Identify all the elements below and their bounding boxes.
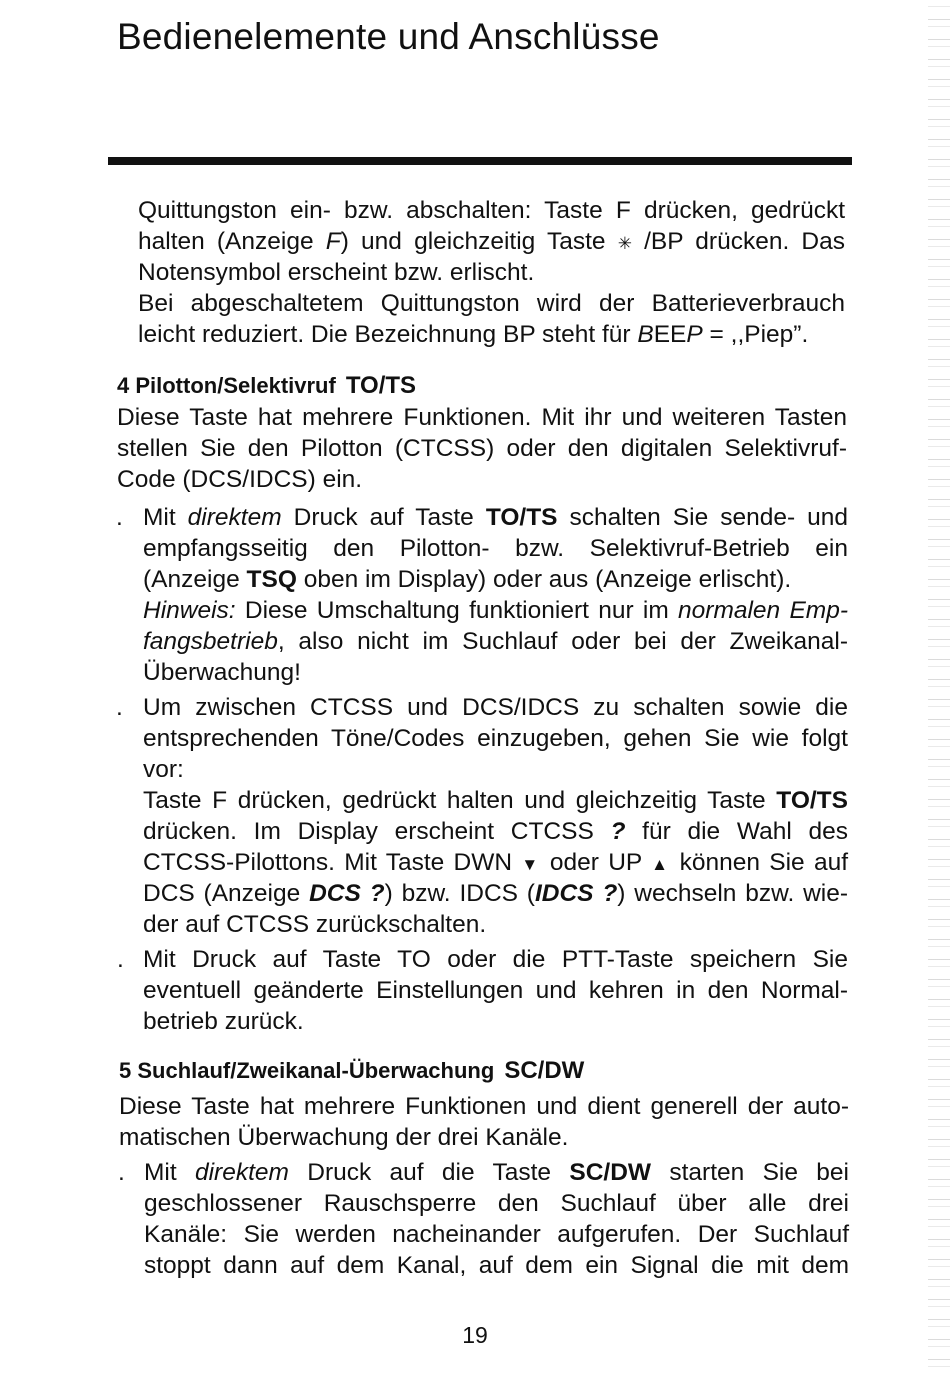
list-item-line: Um zwischen CTCSS und DCS/IDCS zu schalten sowie die bbox=[143, 694, 848, 721]
bullet-marker: . bbox=[116, 694, 123, 721]
page-number: 19 bbox=[462, 1322, 488, 1348]
scan-edge bbox=[928, 0, 950, 1376]
list-item-line: CTCSS-Pilottons. Mit Taste DWN ▼ oder UP ▲ können Sie auf bbox=[143, 849, 849, 876]
paragraph-line: Code (DCS/IDCS) ein. bbox=[117, 466, 363, 493]
bullet-marker: . bbox=[118, 1159, 125, 1186]
section-5-heading: 5 Suchlauf/Zweikanal-Überwachung SC/DW bbox=[119, 1057, 585, 1084]
list-item-line: geschlossener Rauschsperre den Suchlauf über alle drei bbox=[144, 1190, 849, 1217]
paragraph-line: Diese Taste hat mehrere Funktionen und dient generell der auto- bbox=[119, 1093, 849, 1120]
intro-line: halten (Anzeige F) und gleichzeitig Taste ✳ /BP drücken. Das bbox=[138, 228, 845, 255]
list-item-line: entsprechenden Töne/Codes einzugeben, gehen Sie wie folgt bbox=[143, 725, 848, 752]
up-arrow-icon: ▲ bbox=[651, 855, 671, 874]
bullet-marker: . bbox=[117, 946, 124, 973]
list-item-line: betrieb zurück. bbox=[143, 1008, 304, 1035]
list-item-line: Mit direktem Druck auf die Taste SC/DW starten Sie bei bbox=[144, 1159, 849, 1186]
list-item-line: Mit direktem Druck auf Taste TO/TS schalten Sie sende- und bbox=[143, 504, 848, 531]
list-item-line: stoppt dann auf dem Kanal, auf dem ein Signal die mit dem bbox=[144, 1252, 849, 1279]
list-item-line: Taste F drücken, gedrückt halten und gleichzeitig Taste TO/TS bbox=[143, 787, 848, 814]
section-5-key: SC/DW bbox=[504, 1057, 585, 1084]
section-4-key: TO/TS bbox=[345, 372, 417, 399]
list-item-line: (Anzeige TSQ oben im Display) oder aus (Anzeige erlischt). bbox=[143, 566, 792, 593]
bullet-marker: . bbox=[116, 504, 123, 531]
intro-line: Quittungston ein- bzw. abschalten: Taste F drücken, gedrückt bbox=[138, 197, 845, 224]
list-item-line: empfangsseitig den Pilotton- bzw. Selektivruf-Betrieb ein bbox=[143, 535, 848, 562]
section-4-heading: 4 Pilotton/Selektivruf TO/TS bbox=[117, 372, 417, 399]
list-item-line: der auf CTCSS zurückschalten. bbox=[143, 911, 487, 938]
paragraph-line: stellen Sie den Pilotton (CTCSS) oder den digitalen Selektivruf- bbox=[117, 435, 847, 462]
list-item-line: fangsbetrieb, also nicht im Suchlauf oder bei der Zweikanal- bbox=[143, 628, 848, 655]
paragraph-line: matischen Überwachung der drei Kanäle. bbox=[119, 1124, 569, 1151]
paragraph-line: Diese Taste hat mehrere Funktionen. Mit ihr und weiteren Tasten bbox=[117, 404, 847, 431]
list-item-line: drücken. Im Display erscheint CTCSS ? für die Wahl des bbox=[143, 818, 848, 845]
list-item-line: Mit Druck auf Taste TO oder die PTT-Taste speichern Sie bbox=[143, 946, 848, 973]
list-item-line: Kanäle: Sie werden nacheinander aufgerufen. Der Suchlauf bbox=[144, 1221, 849, 1248]
list-item-line: eventuell geänderte Einstellungen und kehren in den Normal- bbox=[143, 977, 848, 1004]
intro-line: Notensymbol erscheint bzw. erlischt. bbox=[138, 259, 535, 286]
down-arrow-icon: ▼ bbox=[521, 855, 541, 874]
intro-line: Bei abgeschaltetem Quittungston wird der Batterieverbrauch bbox=[138, 290, 845, 317]
list-item-line: Hinweis: Diese Umschaltung funktioniert nur im normalen Emp- bbox=[143, 597, 848, 624]
title-rule bbox=[108, 157, 852, 165]
asterisk-key-icon: ✳ bbox=[617, 234, 632, 253]
list-item-line: Überwachung! bbox=[143, 659, 301, 686]
list-item-line: vor: bbox=[143, 756, 184, 783]
page-title: Bedienelemente und Anschlüsse bbox=[117, 16, 660, 57]
intro-line: leicht reduziert. Die Bezeichnung BP steht für BEEP = ,,Piep”. bbox=[138, 321, 809, 348]
list-item-line: DCS (Anzeige DCS ?) bzw. IDCS (IDCS ?) wechseln bzw. wie- bbox=[143, 880, 849, 907]
